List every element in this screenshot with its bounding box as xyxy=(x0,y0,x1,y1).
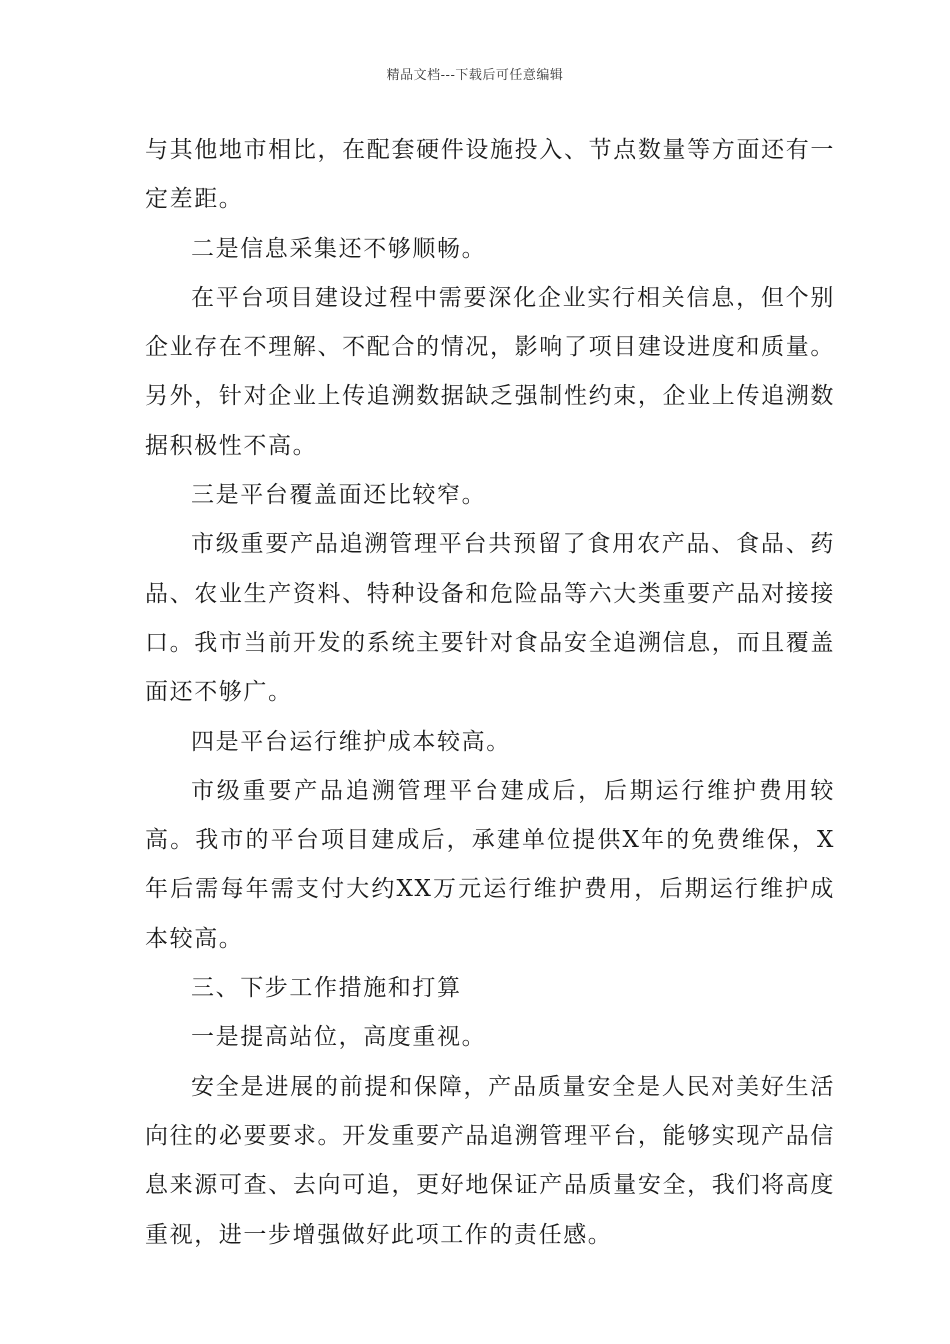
paragraph-10: 安全是进展的前提和保障，产品质量安全是人民对美好生活向往的必要要求。开发重要产品追溯管理平台，能够实现产品信息来源可查、去向可追，更好地保证产品质量安全，我们将高度重视，进一步增强做好此项工作的责任感。 xyxy=(145,1073,835,1248)
paragraph-9: 一是提高站位，高度重视。 xyxy=(191,1024,487,1051)
paragraph-4: 三是平台覆盖面还比较窄。 xyxy=(191,482,487,509)
paragraph-6: 四是平台运行维护成本较高。 xyxy=(191,728,511,755)
document-body xyxy=(145,126,835,1260)
paragraph-8: 三、下步工作措施和打算 xyxy=(191,975,462,1002)
paragraph-7: 市级重要产品追溯管理平台建成后，后期运行维护费用较高。我市的平台项目建成后，承建单位提供X年的免费维保，X年后需每年需支付大约XX万元运行维护费用，后期运行维护成本较高。 xyxy=(145,777,835,952)
paragraph-5: 市级重要产品追溯管理平台共预留了食用农产品、食品、药品、农业生产资料、特种设备和危险品等六大类重要产品对接接口。我市当前开发的系统主要针对食品安全追溯信息，而且覆盖面还不够广。 xyxy=(145,531,835,706)
paragraph-2: 二是信息采集还不够顺畅。 xyxy=(191,235,487,262)
page-header: 精品文档---下载后可任意编辑 xyxy=(386,68,564,83)
paragraph-1: 与其他地市相比，在配套硬件设施投入、节点数量等方面还有一定差距。 xyxy=(145,137,835,213)
paragraph-3: 在平台项目建设过程中需要深化企业实行相关信息，但个别企业存在不理解、不配合的情况，影响了项目建设进度和质量。另外，针对企业上传追溯数据缺乏强制性约束，企业上传追溯数据积极性不高。 xyxy=(145,284,835,459)
